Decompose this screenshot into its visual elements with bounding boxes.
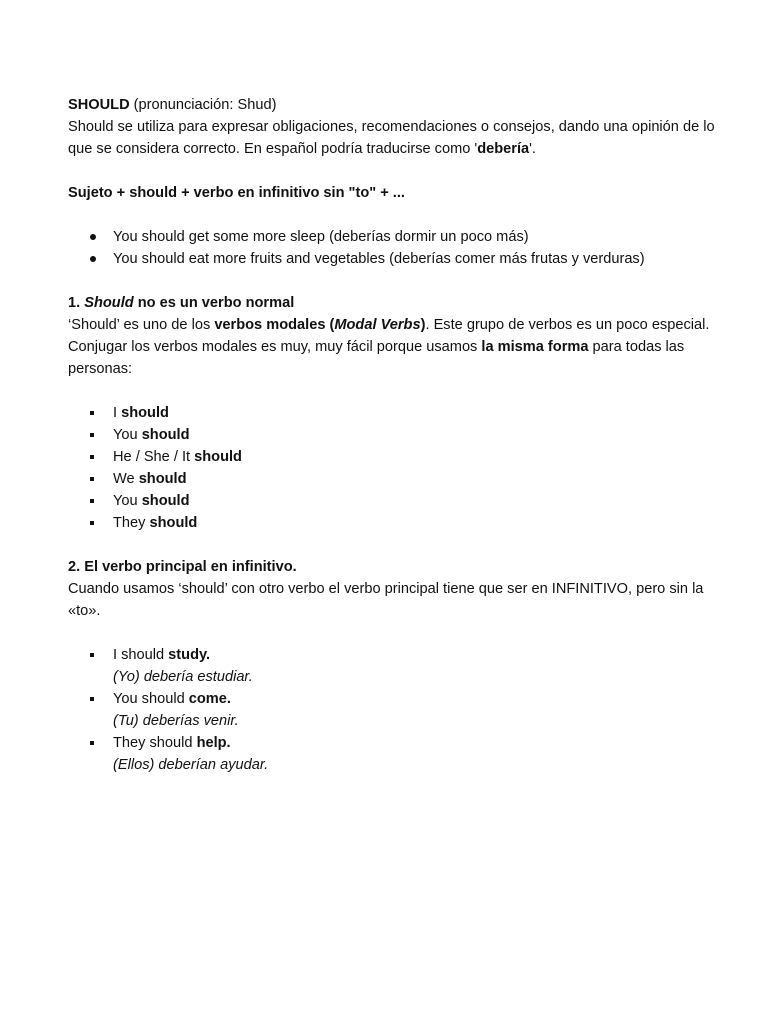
section1-number: 1.	[68, 295, 85, 311]
list-item	[68, 490, 728, 512]
verb: should	[121, 405, 169, 421]
list-item	[68, 644, 728, 688]
title-pronunciation: (pronunciación: Shud)	[129, 97, 277, 113]
example-translation: (Ellos) deberían ayudar.	[113, 757, 269, 773]
intro-translation: debería	[477, 141, 530, 157]
formula	[68, 182, 728, 204]
list-item	[68, 468, 728, 490]
example-verb: study.	[168, 647, 211, 663]
verb: should	[141, 427, 190, 443]
list-item: You should eat more fruits and vegetables (deberías comer más frutas y verduras)	[68, 248, 728, 270]
subject: They	[113, 515, 150, 531]
modal-verbs-close: )	[420, 317, 426, 333]
verb: should	[138, 471, 187, 487]
title-word: SHOULD	[68, 97, 130, 113]
section2-paragraph: Cuando usamos ‘should’ con otro verbo el verbo principal tiene que ser en INFINITIVO, pero sin la «to».	[68, 581, 704, 619]
list-item	[68, 402, 728, 424]
section1-text-2: . Este grupo de verbos es un poco especial. Conjugar los verbos modales es muy, muy fácil porque usamos	[68, 317, 710, 355]
modal-verbs-english: Modal Verbs	[334, 317, 421, 333]
verb: should	[194, 449, 242, 465]
section1-paragraph	[68, 314, 728, 380]
list-item	[68, 688, 728, 732]
subject: He / She / It	[113, 449, 195, 465]
conjugation-list	[68, 402, 728, 534]
formula-text: Sujeto + should + verbo en infinitivo sin "to" + ...	[68, 185, 405, 201]
list-item	[68, 424, 728, 446]
subject: You	[113, 427, 142, 443]
section2-heading-text: 2. El verbo principal en infinitivo.	[68, 559, 297, 575]
subject: I	[113, 405, 122, 421]
modal-verbs-label: verbos modales (	[214, 317, 335, 333]
list-item	[68, 512, 728, 534]
section1-heading-text: no es un verbo normal	[133, 295, 295, 311]
list-item	[68, 732, 728, 776]
example-verb: help.	[196, 735, 231, 751]
example-translation: (Tu) deberías venir.	[113, 713, 239, 729]
intro-text: Should se utiliza para expresar obligaciones, recomendaciones o consejos, dando una opinión de lo que se considera correcto. En español podría traducirse como '	[68, 119, 715, 157]
intro-text-end: '.	[529, 141, 536, 157]
intro-paragraph	[68, 116, 728, 160]
section2-heading	[68, 556, 728, 578]
subject: We	[113, 471, 139, 487]
example-prefix: They should	[113, 735, 197, 751]
example-prefix: You should	[113, 691, 189, 707]
example-verb: come.	[188, 691, 231, 707]
section1-text-3: para todas las personas:	[68, 339, 685, 377]
example-list	[68, 226, 728, 270]
verb: should	[141, 493, 190, 509]
verb: should	[149, 515, 198, 531]
example-prefix: I should	[113, 647, 169, 663]
section1-heading-italic: Should	[84, 295, 134, 311]
same-form-emphasis: la misma forma	[481, 339, 589, 355]
subject: You	[113, 493, 142, 509]
section1-text: ‘Should’ es uno de los	[68, 317, 215, 333]
example-translation: (Yo) debería estudiar.	[113, 669, 253, 685]
document-page	[68, 94, 728, 776]
list-item	[68, 446, 728, 468]
section1-heading	[68, 292, 728, 314]
infinitive-example-list	[68, 644, 728, 776]
list-item: You should get some more sleep (deberías dormir un poco más)	[68, 226, 728, 248]
title-line	[68, 94, 728, 116]
